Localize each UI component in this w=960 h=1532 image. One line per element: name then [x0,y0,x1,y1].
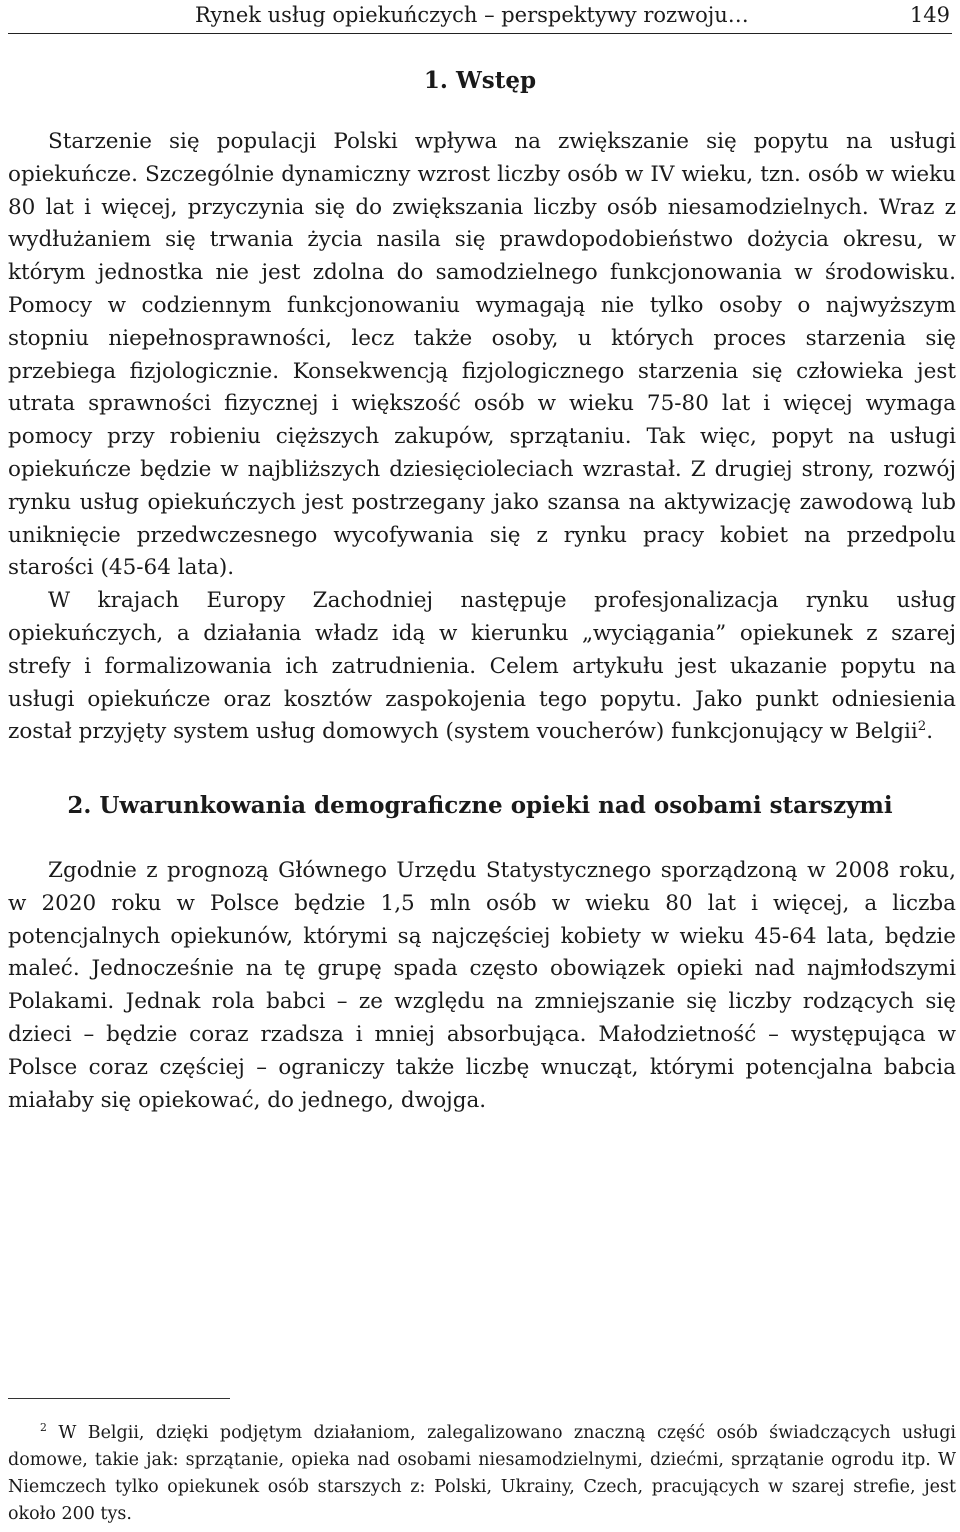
footnote-separator [8,1398,230,1399]
footnote-reference[interactable]: 2 [917,719,927,735]
section-heading-demographics: 2. Uwarunkowania demograficzne opieki nad osobami starszymi [67,792,893,819]
running-head-title: Rynek usług opiekuńczych – perspektywy rozwoju… [195,3,749,27]
footnote-text: W Belgii, dzięki podjętym działaniom, zalegalizowano znaczną część osób świadczących usługi domowe, takie jak: sprzątanie, opieka nad osobami niesamodzielnymi, dziećmi, sprzątanie ogrodu itp. W Niemczech tylko opiekunek osób starszych z: Polski, Ukrainy, Czech, pracujących w szarej strefie, jest około 200 tys. [8,1423,956,1524]
section-heading-introduction: 1. Wstęp [423,67,537,94]
paragraph: Starzenie się populacji Polski wpływa na zwiększanie się popytu na usługi opiekuńcze. Szczególnie dynamiczny wzrost liczby osób w IV wieku, tzn. osób w wieku 80 lat i więcej, przyczynia się do zwiększania liczby osób niesamodzielnych. Wraz z wydłużaniem się trwania życia nasila się prawdopodobieństwo dożycia okresu, w którym jednostka nie jest zdolna do samodzielnego funkcjonowania w środowisku. Pomocy w codziennym funkcjonowaniu wymagają nie tylko osoby o najwyższym stopniu niepełnosprawności, lecz także osoby, u których proces starzenia się przebiega fizjologicznie. Konsekwencją fizjologicznego starzenia się człowieka jest utrata sprawności fizycznej i większość osób w wieku 75-80 lat i więcej wymaga pomocy przy robieniu cięższych zakupów, sprzątaniu. Tak więc, popyt na usługi opiekuńcze będzie w najbliższych dziesięcioleciach wzrastał. Z drugiej strony, rozwój rynku usług opiekuńczych jest postrzegany jako szansa na aktywizację zawodową lub uniknięcie przedwczesnego wycofywania się z rynku pracy kobiet na przedpolu starości (45-64 lata). [8,129,956,581]
paragraph [8,585,956,749]
section-body-introduction [8,126,956,749]
paragraph-end: . [926,719,934,745]
section-body-demographics [8,855,956,1117]
footnote-marker: 2 [40,1421,47,1435]
paragraph: Zgodnie z prognozą Głównego Urzędu Statystycznego sporządzoną w 2008 roku, w 2020 roku w Polsce będzie 1,5 mln osób w wieku 80 lat i więcej, a liczba potencjalnych opiekunów, którymi są najczęściej kobiety w wieku 45-64 lata, będzie maleć. Jednocześnie na tę grupę spada często obowiązek opieki nad najmłodszymi Polakami. Jednak rola babci – ze względu na zmniejszanie się liczby rodzących się dzieci – będzie coraz rzadsza i mniej absorbująca. Małodzietność – występująca w Polsce coraz częściej – ograniczy także liczbę wnucząt, którymi potencjalna babcia miałaby się opiekować, do jednego, dwojga. [8,858,956,1113]
running-head [8,0,952,34]
paragraph-text: W krajach Europy Zachodniej następuje profesjonalizacja rynku usług opiekuńczych, a działania władz idą w kierunku „wyciągania” opiekunek z szarej strefy i formalizowania ich zatrudnienia. Celem artykułu jest ukazanie popytu na usługi opiekuńcze oraz kosztów zaspokojenia tego popytu. Jako punkt odniesienia został przyjęty system usług domowych (system voucherów) funkcjonujący w Belgii [8,588,956,745]
page-number: 149 [909,3,950,27]
footnote [8,1420,956,1528]
